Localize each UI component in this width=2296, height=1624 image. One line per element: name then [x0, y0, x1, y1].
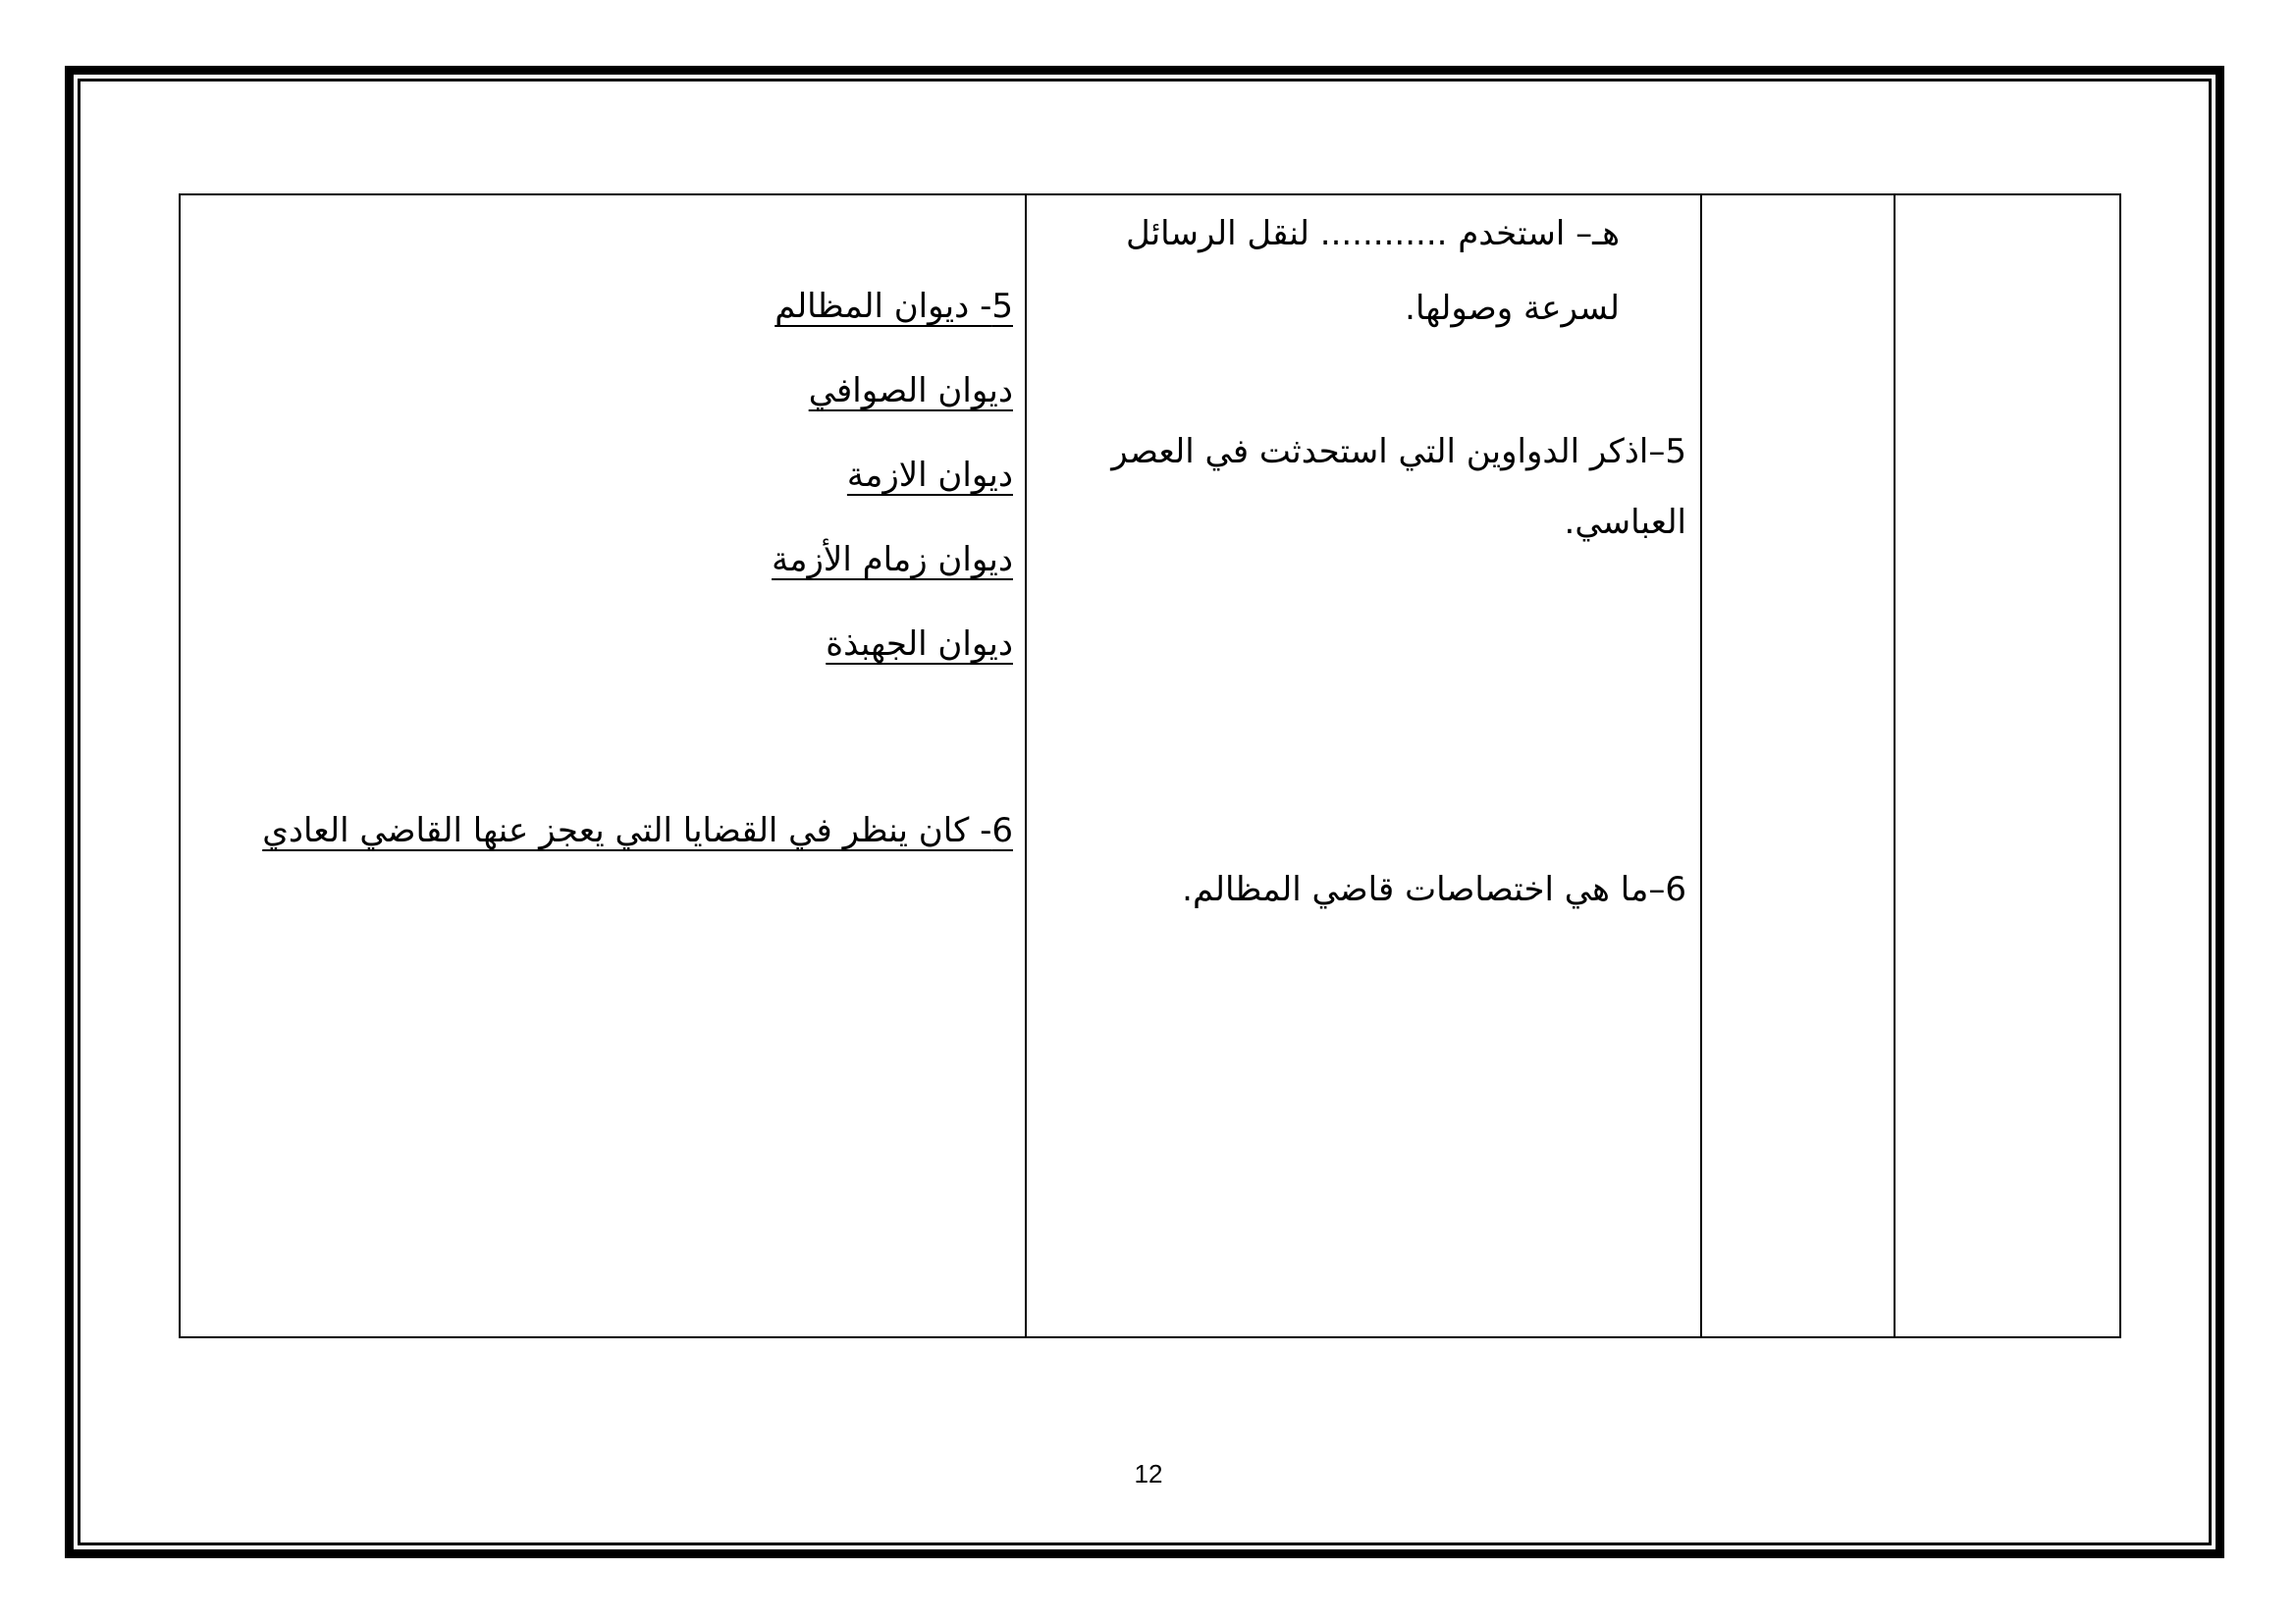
answer-5-item: 5- ديوان المظالم — [774, 287, 1013, 326]
answer-5-item: ديوان الجهبذة — [826, 624, 1013, 664]
question-h-line1: هـ– استخدم ............ لنقل الرسائل — [1125, 214, 1620, 253]
answer-5-item: ديوان الصوافي — [808, 371, 1013, 410]
questions-cell — [1027, 195, 1700, 1336]
question-5-line2: العباسي. — [1564, 503, 1686, 542]
page-number: 12 — [1134, 1459, 1163, 1489]
table-cell-first — [1896, 195, 2119, 1336]
answers-cell — [181, 195, 1025, 1336]
answer-5-item: ديوان زمام الأزمة — [772, 540, 1013, 579]
table-cell-marks — [1702, 195, 1894, 1336]
question-6: 6–ما هي اختصاصات قاضي المظالم. — [1182, 870, 1686, 909]
question-5-line1: 5–اذكر الدواوين التي استحدثت في العصر — [1111, 432, 1686, 471]
question-h-line2: لسرعة وصولها. — [1405, 289, 1620, 328]
answer-6: 6- كان ينظر في القضايا التي يعجز عنها القاضي العادي — [262, 811, 1013, 850]
answer-5-item: ديوان الازمة — [846, 456, 1013, 495]
exam-table — [179, 193, 2121, 1338]
